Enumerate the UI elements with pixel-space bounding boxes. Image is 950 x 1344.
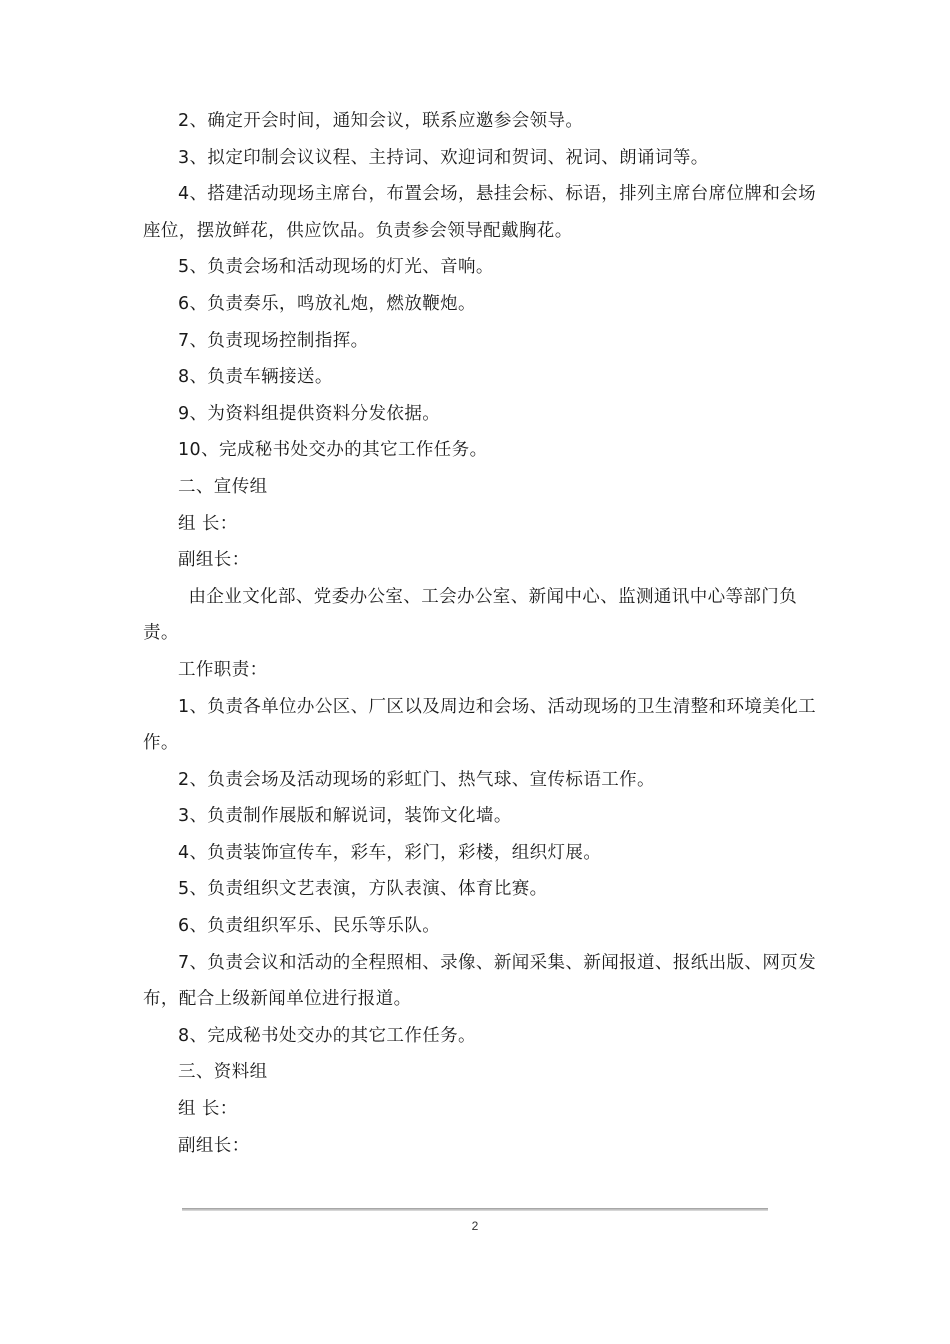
paragraph: 7、负责会议和活动的全程照相、录像、新闻采集、新闻报道、报纸出版、网页发布，配合上级新闻单位进行报道。 (143, 952, 817, 1010)
paragraph: 5、负责会场和活动现场的灯光、音响。 (178, 257, 494, 278)
paragraph: 8、负责车辆接送。 (178, 367, 333, 388)
group-leader-label: 组 长： (178, 513, 238, 534)
group-leader-label: 组 长： (178, 1099, 238, 1120)
paragraph: 1、负责各单位办公区、厂区以及周边和会场、活动现场的卫生清整和环境美化工作。 (143, 696, 817, 754)
page-number: 2 (471, 1219, 479, 1233)
paragraph: 3、拟定印制会议议程、主持词、欢迎词和贺词、祝词、朗诵词等。 (178, 147, 709, 168)
paragraph: 2、负责会场及活动现场的彩虹门、热气球、宣传标语工作。 (178, 769, 655, 790)
deputy-leader-label: 副组长： (178, 1135, 250, 1156)
paragraph: 由企业文化部、党委办公室、工会办公室、新闻中心、监测通讯中心等部门负责。 (143, 586, 798, 644)
section-heading: 二、宣传组 (178, 476, 268, 497)
duties-heading: 工作职责： (178, 659, 268, 680)
paragraph: 10、完成秘书处交办的其它工作任务。 (178, 440, 488, 461)
paragraph: 9、为资料组提供资料分发依据。 (178, 403, 441, 424)
footer-divider (182, 1208, 768, 1211)
paragraph: 4、搭建活动现场主席台，布置会场，悬挂会标、标语，排列主席台席位牌和会场座位，摆放鲜花，供应饮品。负责参会领导配戴胸花。 (143, 184, 817, 241)
paragraph: 3、负责制作展版和解说词，装饰文化墙。 (178, 806, 512, 827)
paragraph: 5、负责组织文艺表演，方队表演、体育比赛。 (178, 879, 548, 900)
paragraph: 4、负责装饰宣传车，彩车，彩门，彩楼，组织灯展。 (178, 842, 602, 863)
paragraph: 7、负责现场控制指挥。 (178, 330, 369, 351)
paragraph: 8、完成秘书处交办的其它工作任务。 (178, 1025, 476, 1046)
paragraph: 2、确定开会时间，通知会议，联系应邀参会领导。 (178, 111, 584, 131)
section-heading: 三、资料组 (178, 1062, 268, 1083)
paragraph: 6、负责组织军乐、民乐等乐队。 (178, 916, 441, 937)
document-body (143, 103, 818, 1164)
deputy-leader-label: 副组长： (178, 550, 250, 571)
paragraph: 6、负责奏乐，鸣放礼炮，燃放鞭炮。 (178, 293, 476, 314)
